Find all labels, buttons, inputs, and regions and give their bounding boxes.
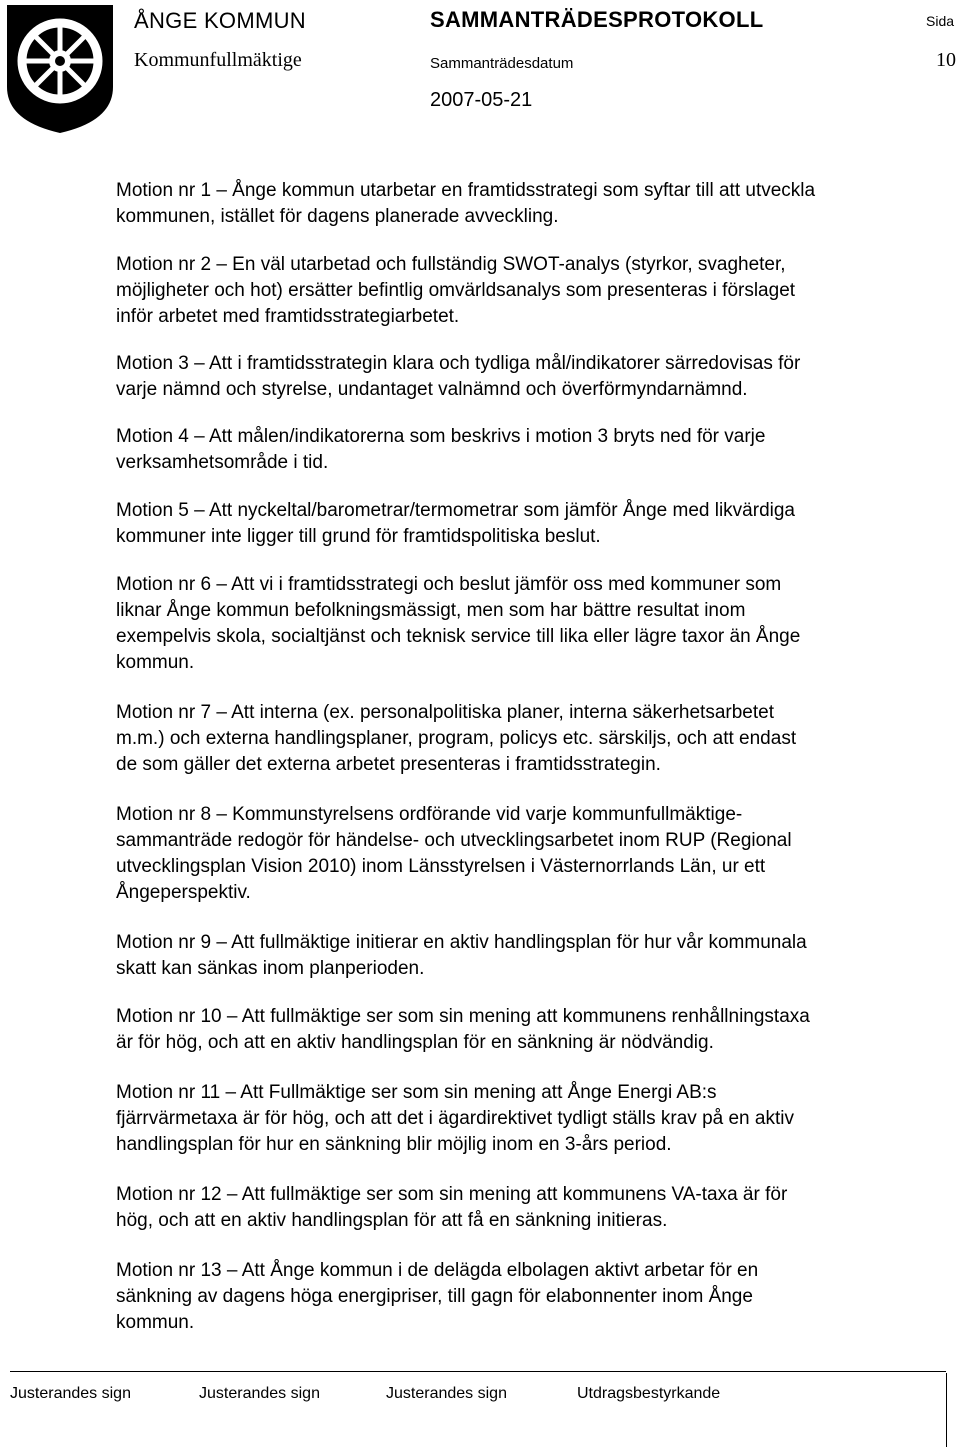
signature-field-1: Justerandes sign <box>10 1385 131 1402</box>
motion-item: Motion 5 – Att nyckeltal/barometrar/termometrar som jämför Ånge med likvärdiga kommuner inte ligger till grund för framtidspolitiska beslut. <box>116 500 795 547</box>
motion-item: Motion 4 – Att målen/indikatorerna som beskrivs i motion 3 bryts ned för varje verksamhetsområde i tid. <box>116 426 766 473</box>
municipality-coat-of-arms-icon <box>3 1 117 135</box>
signature-field-3: Justerandes sign <box>386 1385 507 1402</box>
motion-item: Motion nr 12 – Att fullmäktige ser som sin mening att kommunens VA-taxa är för hög, och att en aktiv handlingsplan för att få en sänkning initieras. <box>116 1184 788 1231</box>
motions-list <box>116 178 946 1336</box>
motion-item: Motion nr 2 – En väl utarbetad och fullständig SWOT-analys (styrkor, svagheter, möjligheter och hot) ersätter befintlig omvärldsanalys som presenteras i förslaget inför arbetet med framtidsstrategiarbetet. <box>116 254 796 327</box>
signature-field-2: Justerandes sign <box>199 1385 320 1402</box>
date-label: Sammanträdesdatum <box>430 55 574 72</box>
organization-name: ÅNGE KOMMUN <box>134 8 306 33</box>
body-name: Kommunfullmäktige <box>134 49 302 71</box>
extract-certification-field: Utdragsbestyrkande <box>577 1385 721 1402</box>
footer-divider <box>946 1373 947 1447</box>
motion-item: Motion nr 8 – Kommunstyrelsens ordförande vid varje kommunfullmäktige- sammanträde redogör för händelse- och utvecklingsarbetet inom RUP (Regional utvecklingsplan Vision 2010) inom Länsstyrelsen i Västernorrlands Län, ur ett Ångeperspektiv. <box>116 804 792 903</box>
motion-item: Motion nr 6 – Att vi i framtidsstrategi och beslut jämför oss med kommuner som liknar Ånge kommun befolkningsmässigt, men som har bättre resultat inom exempelvis skola, socialtjänst och teknisk service till lika eller lägre taxor än Ånge kommun. <box>116 574 801 673</box>
motion-item: Motion nr 7 – Att interna (ex. personalpolitiska planer, interna säkerhetsarbetet m.m.) och externa handlingsplaner, program, policys etc. särskiljs, och att endast de som gäller det externa arbetet presenteras i framtidsstrategin. <box>116 702 797 775</box>
motion-item: Motion nr 9 – Att fullmäktige initierar en aktiv handlingsplan för hur vår kommunala skatt kan sänkas inom planperioden. <box>116 932 807 979</box>
page-label: Sida <box>926 13 955 29</box>
footer-divider <box>10 1371 946 1372</box>
motion-item: Motion nr 11 – Att Fullmäktige ser som sin mening att Ånge Energi AB:s fjärrvärmetaxa är för hög, och att det i ägardirektivet tydligt ställs krav på en aktiv handlingsplan för hur en sänkning blir möjlig inom en 3-års period. <box>116 1082 794 1155</box>
motion-item: Motion 3 – Att i framtidsstrategin klara och tydliga mål/indikatorer särredovisas för varje nämnd och styrelse, undantaget valnämnd och överförmyndarnämnd. <box>116 353 801 400</box>
meeting-date: 2007-05-21 <box>430 89 533 111</box>
motion-item: Motion nr 1 – Ånge kommun utarbetar en framtidsstrategi som syftar till att utveckla kommunen, istället för dagens planerade avveckling. <box>116 180 816 227</box>
document-title: SAMMANTRÄDESPROTOKOLL <box>430 7 764 32</box>
motion-item: Motion nr 10 – Att fullmäktige ser som sin mening att kommunens renhållningstaxa är för hög, och att en aktiv handlingsplan för en sänkning är nödvändig. <box>116 1006 810 1053</box>
motion-item: Motion nr 13 – Att Ånge kommun i de delägda elbolagen aktivt arbetar för en sänkning av dagens höga energipriser, till gagn för elabonnenter inom Ånge kommun. <box>116 1260 759 1333</box>
page-number: 10 <box>936 49 956 71</box>
